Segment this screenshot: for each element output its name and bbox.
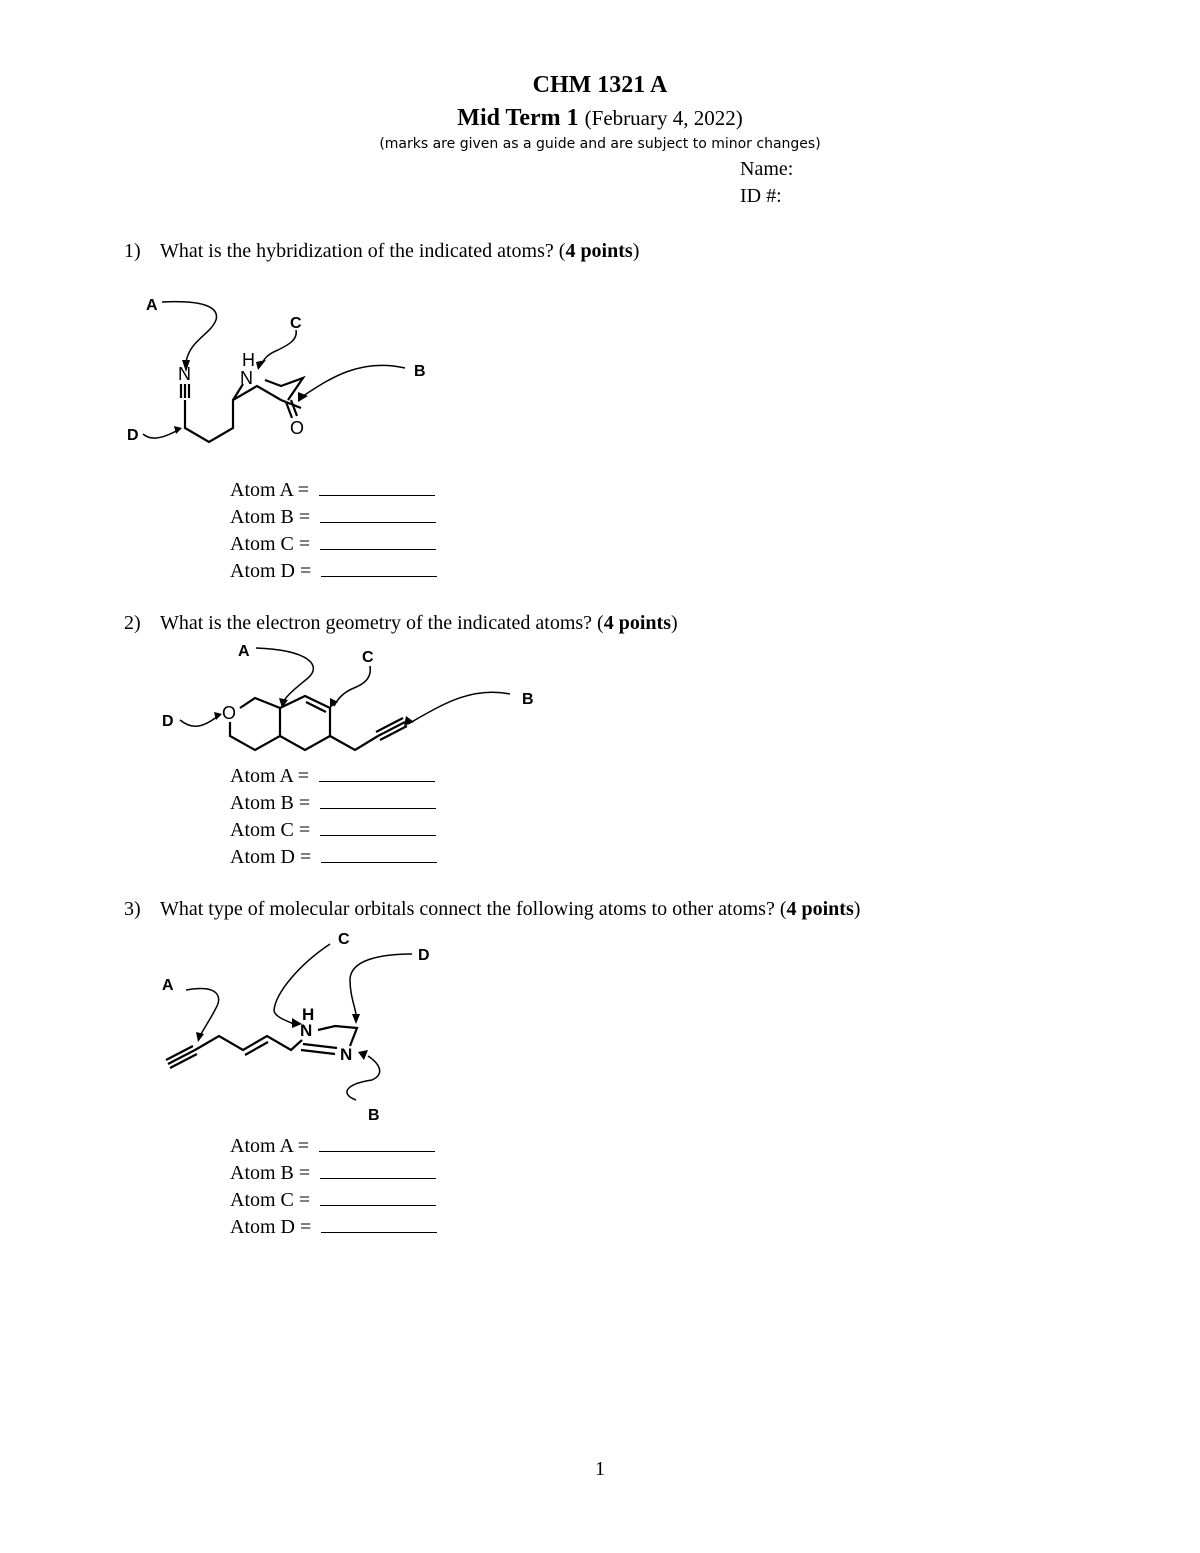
answer-blank[interactable]	[320, 789, 436, 809]
answer-label: Atom B =	[230, 1162, 311, 1184]
exam-title	[0, 105, 1200, 132]
question-close: )	[632, 240, 640, 262]
question-number: 3)	[124, 898, 141, 920]
answer-blank[interactable]	[320, 503, 436, 523]
answer-row-a	[230, 762, 437, 789]
question-points: 4 points	[565, 240, 633, 262]
answer-row-d	[230, 557, 437, 584]
answer-label: Atom D =	[230, 560, 312, 582]
answer-blank[interactable]	[320, 1159, 436, 1179]
molecule-figure-2	[0, 636, 600, 766]
label-b: B	[414, 363, 426, 380]
marks-note: (marks are given as a guide and are subject to minor changes)	[379, 136, 821, 152]
molecule-figure-1	[0, 280, 600, 460]
atom-o: O	[290, 418, 305, 438]
id-label: ID #:	[740, 185, 782, 207]
label-a: A	[146, 297, 158, 314]
exam-date: (February 4, 2022)	[584, 106, 743, 130]
answer-block-1	[230, 476, 437, 584]
label-b: B	[522, 691, 534, 708]
label-c: C	[362, 649, 374, 666]
answer-row-b	[230, 1159, 437, 1186]
question-close: )	[670, 612, 678, 634]
answer-row-d	[230, 843, 437, 870]
atom-h: H	[242, 350, 255, 370]
answer-block-3	[230, 1132, 437, 1240]
label-d: D	[162, 713, 174, 730]
answer-blank[interactable]	[321, 557, 437, 577]
question-points: 4 points	[603, 612, 671, 634]
question-1	[124, 240, 639, 263]
question-number: 2)	[124, 612, 141, 634]
answer-row-a	[230, 1132, 437, 1159]
label-a: A	[162, 977, 174, 994]
answer-blank[interactable]	[319, 762, 435, 782]
question-text: What type of molecular orbitals connect the following atoms to other atoms? (	[160, 898, 787, 920]
answer-row-c	[230, 1186, 437, 1213]
answer-row-b	[230, 503, 437, 530]
answer-blank[interactable]	[321, 843, 437, 863]
atom-n-amine: N	[300, 1021, 313, 1040]
answer-label: Atom D =	[230, 1216, 312, 1238]
answer-blank[interactable]	[319, 476, 435, 496]
answer-label: Atom C =	[230, 533, 311, 555]
question-text: What is the hybridization of the indicated atoms? (	[160, 240, 566, 262]
atom-o: O	[222, 703, 237, 723]
question-points: 4 points	[786, 898, 854, 920]
answer-label: Atom A =	[230, 1135, 310, 1157]
atom-n-nitrile: N	[178, 364, 191, 384]
question-text: What is the electron geometry of the indicated atoms? (	[160, 612, 604, 634]
answer-block-2	[230, 762, 437, 870]
atom-n-ring: N	[240, 368, 253, 388]
answer-label: Atom B =	[230, 792, 311, 814]
answer-row-c	[230, 816, 437, 843]
answer-row-d	[230, 1213, 437, 1240]
question-close: )	[853, 898, 861, 920]
page-number: 1	[595, 1458, 605, 1480]
answer-blank[interactable]	[320, 530, 436, 550]
atom-n-imine: N	[340, 1045, 353, 1064]
label-d: D	[127, 427, 139, 444]
answer-blank[interactable]	[319, 1132, 435, 1152]
answer-row-c	[230, 530, 437, 557]
label-b: B	[368, 1107, 380, 1124]
answer-label: Atom A =	[230, 765, 310, 787]
molecule-figure-3	[0, 924, 600, 1124]
label-c: C	[290, 315, 302, 332]
answer-label: Atom B =	[230, 506, 311, 528]
answer-label: Atom C =	[230, 819, 311, 841]
question-number: 1)	[124, 240, 141, 262]
exam-title-text: Mid Term 1	[457, 105, 579, 131]
answer-label: Atom A =	[230, 479, 310, 501]
answer-blank[interactable]	[321, 1213, 437, 1233]
answer-blank[interactable]	[320, 1186, 436, 1206]
answer-label: Atom C =	[230, 1189, 311, 1211]
answer-row-b	[230, 789, 437, 816]
label-a: A	[238, 643, 250, 660]
label-c: C	[338, 931, 350, 948]
question-2	[124, 612, 678, 635]
question-3	[124, 898, 860, 921]
answer-blank[interactable]	[320, 816, 436, 836]
course-title: CHM 1321 A	[532, 72, 668, 98]
name-label: Name:	[740, 158, 794, 180]
label-d: D	[418, 947, 430, 964]
answer-label: Atom D =	[230, 846, 312, 868]
atom-h: H	[302, 1005, 315, 1024]
answer-row-a	[230, 476, 437, 503]
